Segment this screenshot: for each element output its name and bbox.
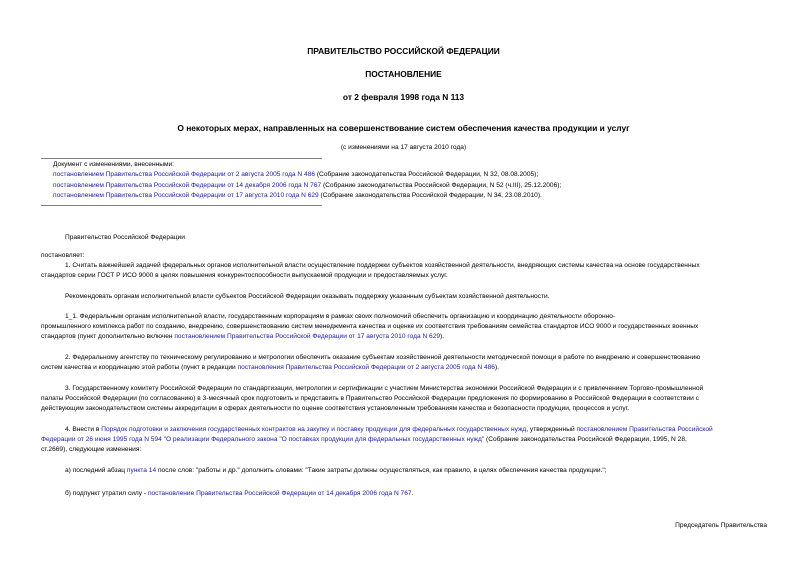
amendment-item: [53, 191, 542, 201]
paragraph-line: [41, 425, 770, 435]
paragraph-line: стандартов серии ГОСТ Р ИСО 9000 в целях повышения конкурентоспособности выпускаемой продукции и предоставляемых услуг.: [41, 272, 448, 280]
text: после слов: "работы и др." дополнить словами: "Такие затраты должны осуществляться, как правило, в целях обеспечения качества продукции.";: [156, 467, 607, 474]
amendment-source: (Собрание законодательства Российской Федерации, N 52 (ч.III), 25.12.2006);: [321, 182, 562, 189]
amendments-intro: Документ с изменениями, внесенными:: [53, 161, 175, 168]
resolution-link[interactable]: Федерации от 26 июня 1995 года N 594 "О реализации Федерального закона "О поставках продукции для федеральных государственных нужд": [41, 436, 485, 444]
text: 4. Внести в: [65, 426, 102, 433]
text: стандартов (пункт дополнительно включен: [41, 333, 175, 341]
clause-14-link[interactable]: пункта 14: [126, 467, 157, 474]
paragraph-4: [41, 425, 770, 456]
paragraph-line: [41, 435, 770, 445]
paragraph-3: [41, 384, 770, 415]
amendment-source: (Собрание законодательства Российской Федерации, N 32, 08.08.2005);: [315, 171, 539, 178]
paragraph-2: [41, 353, 770, 373]
paragraph-line: 2. Федеральному агентству по техническому регулированию и метрологии обеспечить оказание субъектам хозяйственной деятельности методической помощи в работе по внедрению и совершенствованию: [65, 354, 701, 361]
text: (Собрание законодательства Российской Федерации, 1995, N 28,: [484, 436, 687, 444]
doc-date-number: от 2 февраля 1998 года N 113: [342, 92, 465, 102]
resolution-link[interactable]: постановлением Правительства Российской: [576, 426, 713, 433]
amendment-item: [53, 170, 538, 180]
paragraph-line: 1. Считать важнейшей задачей федеральных органов исполнительной власти осуществление поддержки субъектов хозяйственной деятельности, внедряющих системы качества на основе государственных: [65, 262, 700, 269]
paragraph-line: ст.2669), следующие изменения:: [41, 446, 142, 454]
paragraph-line: [41, 332, 770, 342]
signature: Председатель Правительства: [675, 522, 767, 529]
recommendation: Рекомендовать органам исполнительной власти субъектов Российской Федерации оказывать поддержку указанным субъектам хозяйственной деятельности.: [65, 293, 550, 300]
amendment-item: [53, 181, 561, 191]
revision-note: (с изменениями на 17 августа 2010 года): [340, 144, 467, 151]
text: ).: [494, 364, 499, 372]
amendment-link[interactable]: постановления Правительства Российской Федерации от 2 августа 2005 года N 486: [237, 364, 495, 372]
doc-title: О некоторых мерах, направленных на совершенствование систем обеспечения качества продукции и услуг: [177, 123, 630, 133]
amendment-link[interactable]: постановление Правительства Российской Федерации от 14 декабря 2006 года N 767: [147, 490, 412, 497]
paragraph-line: 1_1. Федеральным органам исполнительной власти, государственным корпорациям в рамках своих полномочий обеспечить организацию и координацию деятельности оборонно-: [65, 313, 616, 320]
paragraph-line: действующим законодательством системы аккредитации в сферах деятельности по оценке соответствия установленным требованиям качества и безопасности продукции, процессов и услуг.: [41, 405, 630, 413]
divider-bottom: [41, 205, 322, 206]
text: , утвержденный: [526, 426, 577, 433]
divider-top: [41, 158, 322, 159]
text: а) последний абзац: [65, 467, 127, 474]
text: систем качества и координацию этой работы (пункт в редакции: [41, 364, 238, 372]
amendment-link[interactable]: постановлением Правительства Российской Федерации от 14 декабря 2006 года N 767: [53, 182, 322, 189]
subitem-b: [65, 489, 413, 499]
amendment-source: (Собрание законодательства Российской Федерации, N 34, 23.08.2010).: [318, 192, 542, 199]
paragraph-1: [41, 261, 770, 281]
government-heading: ПРАВИТЕЛЬСТВО РОССИЙСКОЙ ФЕДЕРАЦИИ: [307, 46, 500, 56]
amendment-link[interactable]: постановлением Правительства Российской Федерации от 17 августа 2010 года N 629: [174, 333, 441, 341]
paragraph-line: 3. Государственному комитету Российской Федерации по стандартизации, метрологии и сертификации с участием Министерства экономики Российской Федерации и с привлечением Торгово-промышленной: [65, 385, 704, 392]
paragraph-line: палаты Российской Федерации (по согласованию) в 3-месячный срок подготовить и представить в Правительство Российской Федерации предложения по формированию в Российской Федерации в соответствии с: [41, 395, 699, 403]
text: .: [411, 490, 414, 497]
decides-label: постановляет:: [41, 252, 85, 259]
text: б) подпункт утратил силу -: [65, 490, 148, 497]
procedure-link[interactable]: Порядок подготовки и заключения государственных контрактов на закупку и поставку продукции для федеральных государственных нужд: [101, 426, 527, 433]
preamble: Правительство Российской Федерации: [65, 234, 185, 241]
doc-type-heading: ПОСТАНОВЛЕНИЕ: [365, 69, 442, 79]
subitem-a: [65, 466, 607, 476]
paragraph-line: [41, 363, 770, 373]
paragraph-1-1: [41, 312, 770, 343]
paragraph-line: промышленного комплекса работ по созданию, внедрению, совершенствованию систем менеджмента качества и оценке их соответствия требованиям семейства стандартов ИСО 9000 и государственных военных: [41, 323, 699, 331]
text: ).: [440, 333, 445, 341]
amendment-link[interactable]: постановлением Правительства Российской Федерации от 17 августа 2010 года N 629: [53, 192, 319, 199]
amendment-link[interactable]: постановлением Правительства Российской Федерации от 2 августа 2005 года N 486: [53, 171, 316, 178]
